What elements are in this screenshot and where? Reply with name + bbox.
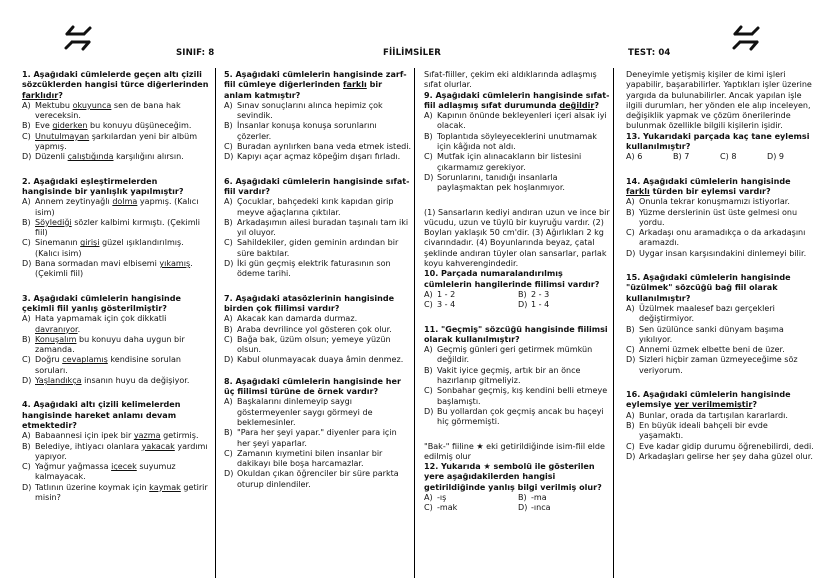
- option-b[interactable]: B) -ma: [518, 492, 547, 502]
- logo-left: [60, 20, 96, 56]
- column-divider: [414, 68, 415, 578]
- question-stem: 5. Aşağıdaki cümlelerin hangisinde zarf-fiil cümleye diğerlerinden: [224, 70, 407, 90]
- question-stem: 14. Aşağıdaki cümlelerin hangisinde: [626, 176, 791, 186]
- question-9: 9. Aşağıdaki cümlelerin hangisinde sıfat-fiil adlaşmış sıfat durumunda değildir? A) Kapının önünde bekleyenleri içeri alsak iyi olacak. B) Toplantıda söyleyeceklerini unutmamak için kâğıda not aldı. C) Mutfak için alınacakların bir listesini çıkarmamız gerekiyor. D) Sorunlarını, tanıdığı insanlarla paylaşmaktan pek hoşlanmıyor.: [424, 91, 612, 194]
- option-b[interactable]: B) Vakit iyice geçmiş, artık bir an önce hazırlanıp gitmeliyiz.: [424, 365, 581, 386]
- question-stem: 3. Aşağıdaki cümlelerin hangisinde çekimli fiil yanlış gösterilmiştir?: [22, 293, 181, 313]
- option-a[interactable]: A) Annem zeytinyağlı dolma yapmış. (Kalıcı isim): [22, 197, 199, 217]
- option-a[interactable]: A) Bunlar, orada da tartışılan kararlardı.: [626, 410, 788, 420]
- page-title: FİİLİMSİLER: [383, 48, 441, 58]
- option-a[interactable]: A) Çocuklar, bahçedeki kırık kapıdan girip meyve ağaçlarına çıktılar.: [224, 197, 394, 217]
- option-b[interactable]: B) Toplantıda söyleyeceklerini unutmamak için kâğıda not aldı.: [424, 131, 597, 152]
- column-divider: [613, 68, 614, 578]
- option-d[interactable]: D) -ınca: [518, 503, 551, 513]
- option-a[interactable]: A) -ış: [424, 492, 447, 502]
- test-label: TEST: 04: [628, 48, 671, 58]
- option-b[interactable]: B) İnsanlar konuşa konuşa sorunlarını çözerler.: [224, 121, 377, 141]
- option-c[interactable]: C) 8: [720, 152, 737, 162]
- logo-right: [728, 20, 764, 56]
- option-b[interactable]: B) Belediye, ihtiyacı olanlara yakacak yardımı yapıyor.: [22, 441, 208, 461]
- option-a[interactable]: A) Geçmiş günleri geri getirmek mümkün değildir.: [424, 345, 593, 365]
- question-1: 1. Aşağıdaki cümlelerde geçen altı çizili sözcüklerden hangisi türce diğerlerinden farklıdır? A) Mektubu okuyunca sen de bana hak vereceksin. B) Eve giderken bu konuyu düşüneceğim. C) Unutulmayan şarkılardan yeni bir albüm yapmış. D) Düzenli çalıştığında karşılığını alırsın.: [22, 70, 209, 162]
- question-5: 5. Aşağıdaki cümlelerin hangisinde zarf-fiil cümleye diğerlerinden farklı bir anlam katmıştır? A) Sınav sonuçlarını alınca hepimiz çok sevindik. B) İnsanlar konuşa konuşa sorunlarını çözerler. C) Buradan ayrılırken bana veda etmek istedi. D) Kapıyı açar açmaz köpeğim dışarı fırladı.: [224, 70, 412, 162]
- question-stem: 7. Aşağıdaki atasözlerinin hangisinde birden çok fiilimsi vardır?: [224, 293, 395, 313]
- option-b[interactable]: B) "Para her şeyi yapar." diyenler para için her şeyi yaparlar.: [224, 428, 397, 448]
- question-12: [424, 462, 612, 513]
- question-15: [626, 273, 814, 376]
- option-d[interactable]: D) Bana sormadan mavi elbisemi yıkamış. (Çekimli fiil): [22, 259, 193, 279]
- option-c[interactable]: C) Annemi üzmek elbette beni de üzer.: [626, 345, 785, 355]
- option-c[interactable]: C) -mak: [424, 503, 458, 513]
- option-d[interactable]: D) Okuldan çıkan öğrenciler bir süre parkta oturup dinlendiler.: [224, 469, 399, 489]
- option-b[interactable]: B) Konuşalım bu konuyu daha uygun bir zamanda.: [22, 334, 185, 355]
- question-11: [424, 325, 612, 428]
- question-7: [224, 294, 412, 366]
- question-stem: 8. Aşağıdaki cümlelerin hangisinde her üç fiilimsi türüne de örnek vardır?: [224, 376, 401, 397]
- question-10: [424, 269, 612, 310]
- option-b[interactable]: B) Eve giderken bu konuyu düşüneceğim.: [22, 121, 192, 131]
- option-d[interactable]: D) Bu yollardan çok geçmiş ancak bu haçeyi hiç görmemişti.: [424, 406, 604, 427]
- question-2: [22, 177, 210, 280]
- option-d[interactable]: D) Düzenli çalıştığında karşılığını alırsın.: [22, 152, 184, 162]
- option-d[interactable]: D) Sorunlarını, tanıdığı insanlarla paylaşmaktan pek hoşlanmıyor.: [424, 172, 565, 193]
- option-b[interactable]: B) 2 - 3: [518, 289, 550, 299]
- question-13: [626, 132, 814, 163]
- question-16: 16. Aşağıdaki cümlelerin hangisinde eylemsiye yer verilmemiştir? A) Bunlar, orada da tartışılan kararlardı. B) En büyük ideali bahçeli bir evde yaşamaktı. C) Eve kadar gidip durumu öğrenebilirdi, dedi. D) Arkadaşları gelirse her şey daha güzel olur.: [626, 390, 814, 461]
- passage-text: (1) Sansarların kediyi andıran uzun ve ince bir vücudu, uzun ve tüylü bir kuyruğu vardır. (2) Boyları yaklaşık 50 cm'dir. (3) Ağırlıkları 2 kg civarındadır. (4) Boyunlarında beyaz, çatal şeklinde andıran tüyler olan sansarlar, parlak koyu kahverengindedir.: [424, 207, 610, 269]
- option-c[interactable]: C) Bağa bak, üzüm olsun; yemeye yüzün olsun.: [224, 334, 391, 355]
- question-3: [22, 294, 210, 387]
- option-a[interactable]: A) 6: [626, 152, 643, 162]
- option-b[interactable]: B) Arkadaşımın ailesi buradan taşınalı tam iki yıl oluyor.: [224, 217, 409, 238]
- question-stem: 13. Yukarıdaki parçada kaç tane eylemsi kullanılmıştır?: [626, 131, 810, 152]
- option-b[interactable]: B) Araba devrilince yol gösteren çok olur.: [224, 324, 392, 334]
- question-stem: 2. Aşağıdaki eşleştirmelerden hangisinde bir yanlışlık yapılmıştır?: [22, 176, 184, 196]
- question-stem: 11. "Geçmiş" sözcüğü hangisinde fiilimsi olarak kullanılmıştır?: [424, 324, 608, 344]
- option-a[interactable]: A) Hata yapmamak için çok dikkatli davranıyor.: [22, 314, 167, 334]
- option-c[interactable]: C) 3 - 4: [424, 300, 456, 310]
- question-stem: 15. Aşağıdaki cümlelerin hangisinde "üzülmek" sözcüğü bağ fiil olarak kullanılmıştır?: [626, 273, 791, 303]
- option-d[interactable]: D) Yaşlandıkça insanın huyu da değişiyor.: [22, 376, 190, 386]
- question-stem: 9. Aşağıdaki cümlelerin hangisinde sıfat-fiil adlaşmış sıfat durumunda: [424, 90, 610, 110]
- intro-text: "Bak-" fiiline ★ eki getirildiğinde isim-fiil elde edilmiş olur: [424, 441, 605, 461]
- option-b[interactable]: B) 7: [673, 152, 690, 162]
- option-c[interactable]: C) Sinemanın girişi güzel ışıklandırılmış. (Kalıcı isim): [22, 238, 184, 258]
- option-d[interactable]: D) Tatlının üzerine koymak için kaymak getirir misin?: [22, 482, 208, 502]
- option-c[interactable]: C) Arkadaşı onu aramadıkça o da arkadaşını aramazdı.: [626, 228, 806, 248]
- option-a[interactable]: A) Onunla tekrar konuşmamızı istiyorlar.: [626, 197, 790, 207]
- option-a[interactable]: A) Sınav sonuçlarını alınca hepimiz çok sevindik.: [224, 100, 383, 121]
- option-c[interactable]: C) Buradan ayrılırken bana veda etmek istedi.: [224, 142, 412, 152]
- column-2: [224, 70, 412, 490]
- option-d[interactable]: D) Sizleri hiçbir zaman üzmeyeceğime söz veriyorum.: [626, 355, 798, 375]
- question-stem: 1. Aşağıdaki cümlelerde geçen altı çizili sözcüklerden hangisi türce diğerlerinden: [22, 70, 209, 90]
- option-c[interactable]: C) Mutfak için alınacakların bir listesini çıkarmamız gerekiyor.: [424, 152, 582, 172]
- option-a[interactable]: A) Üzülmek maalesef bazı gerçekleri değiştirmiyor.: [626, 303, 775, 324]
- option-c[interactable]: C) Doğru cevaplamış kendisine sorulan soruları.: [22, 355, 181, 375]
- question-stem: 6. Aşağıdaki cümlelerin hangisinde sıfat-fiil vardır?: [224, 176, 410, 196]
- option-a[interactable]: A) Akacak kan damarda durmaz.: [224, 314, 358, 324]
- option-c[interactable]: C) Sonbahar geçmiş, kış kendini belli etmeye başlamıştı.: [424, 386, 608, 406]
- passage-text: Deneyimle yetişmiş kişiler de kimi işleri yapabilir, başarabilirler. Yaptıkları işler üzerine yargıda da bulunabilirler. Ancak yapılan işle ilgili durumları, her yönden ele alıp inceleyen, değişiklik yapmak ve çözüm önerilerinde bulunmak özellikle bilgili kişilerin işidir.: [626, 70, 812, 131]
- question-14: 14. Aşağıdaki cümlelerin hangisinde farklı türden bir eylemsi vardır? A) Onunla tekrar konuşmamızı istiyorlar. B) Yüzme derslerinin üst üste gelmesi onu yordu. C) Arkadaşı onu aramadıkça o da arkadaşını aramazdı. D) Uygar insan karşısındakini dinlemeyi bilir.: [626, 177, 814, 259]
- rotate-arrows-icon: [60, 20, 96, 56]
- option-d[interactable]: D) 9: [767, 152, 785, 162]
- option-a[interactable]: A) Mektubu okuyunca sen de bana hak vereceksin.: [22, 100, 181, 121]
- column-1: [22, 70, 210, 503]
- option-c[interactable]: C) Yağmur yağmassa içecek suyumuz kalmayacak.: [22, 462, 176, 482]
- option-c[interactable]: C) Sahildekiler, giden geminin ardından bir süre baktılar.: [224, 238, 399, 258]
- option-d[interactable]: D) 1 - 4: [518, 300, 550, 310]
- option-c[interactable]: C) Eve kadar gidip durumu öğrenebilirdi, dedi.: [626, 441, 814, 451]
- option-d[interactable]: D) Kabul olunmayacak duaya âmin denmez.: [224, 355, 404, 365]
- option-a[interactable]: A) Kapının önünde bekleyenleri içeri alsak iyi olacak.: [424, 111, 607, 131]
- question-stem: 4. Aşağıdaki altı çizili kelimelerden hangisinde hareket anlamı devam etmektedir?: [22, 400, 181, 430]
- option-d[interactable]: D) Uygar insan karşısındakini dinlemeyi bilir.: [626, 248, 807, 258]
- question-stem: 16. Aşağıdaki cümlelerin hangisinde eylemsiye: [626, 390, 791, 410]
- option-d[interactable]: D) İki gün geçmiş elektrik faturasının son ödeme tarihi.: [224, 259, 391, 279]
- class-label: SINIF: 8: [176, 48, 215, 58]
- option-b[interactable]: B) En büyük ideali bahçeli bir evde yaşamaktı.: [626, 420, 768, 441]
- rotate-arrows-icon: [728, 20, 764, 56]
- question-6: [224, 177, 412, 280]
- question-stem: 12. Yukarıda ★ sembolü ile gösterilen yere aşağıdakilerden hangisi getirildiğinde yanlış bilgi verilmiş olur?: [424, 462, 602, 492]
- question-4: [22, 400, 210, 503]
- column-divider: [215, 68, 216, 578]
- option-c[interactable]: C) Unutulmayan şarkılardan yeni bir albüm yapmış.: [22, 131, 198, 152]
- column-4: [626, 70, 814, 462]
- option-a[interactable]: A) Başkalarını dinlemeyip saygı göstermeyenler saygı görmeyi de beklemesinler.: [224, 397, 373, 427]
- option-a[interactable]: A) Babaannesi için ipek bir yazma getirmiş.: [22, 431, 199, 441]
- option-d[interactable]: D) Kapıyı açar açmaz köpeğim dışarı fırladı.: [224, 152, 401, 162]
- column-3: [424, 70, 612, 514]
- option-c[interactable]: C) Zamanın kıymetini bilen insanlar bir dakikayı bile boşa harcamazlar.: [224, 448, 383, 469]
- intro-text: Sıfat-fiiller, çekim eki aldıklarında adlaşmış sıfat olurlar.: [424, 70, 597, 90]
- option-b[interactable]: B) Sen üzülünce sanki dünyam başıma yıkılıyor.: [626, 324, 784, 344]
- option-a[interactable]: A) 1 - 2: [424, 289, 456, 299]
- question-stem: 10. Parçada numaralandırılmış cümlelerin hangilerinde fiilimsi vardır?: [424, 269, 600, 289]
- option-b[interactable]: B) Söylediği sözler kalbimi kırmıştı. (Çekimli fiil): [22, 217, 201, 238]
- option-b[interactable]: B) Yüzme derslerinin üst üste gelmesi onu yordu.: [626, 207, 798, 227]
- option-d[interactable]: D) Arkadaşları gelirse her şey daha güzel olur.: [626, 451, 813, 461]
- question-8: [224, 377, 412, 490]
